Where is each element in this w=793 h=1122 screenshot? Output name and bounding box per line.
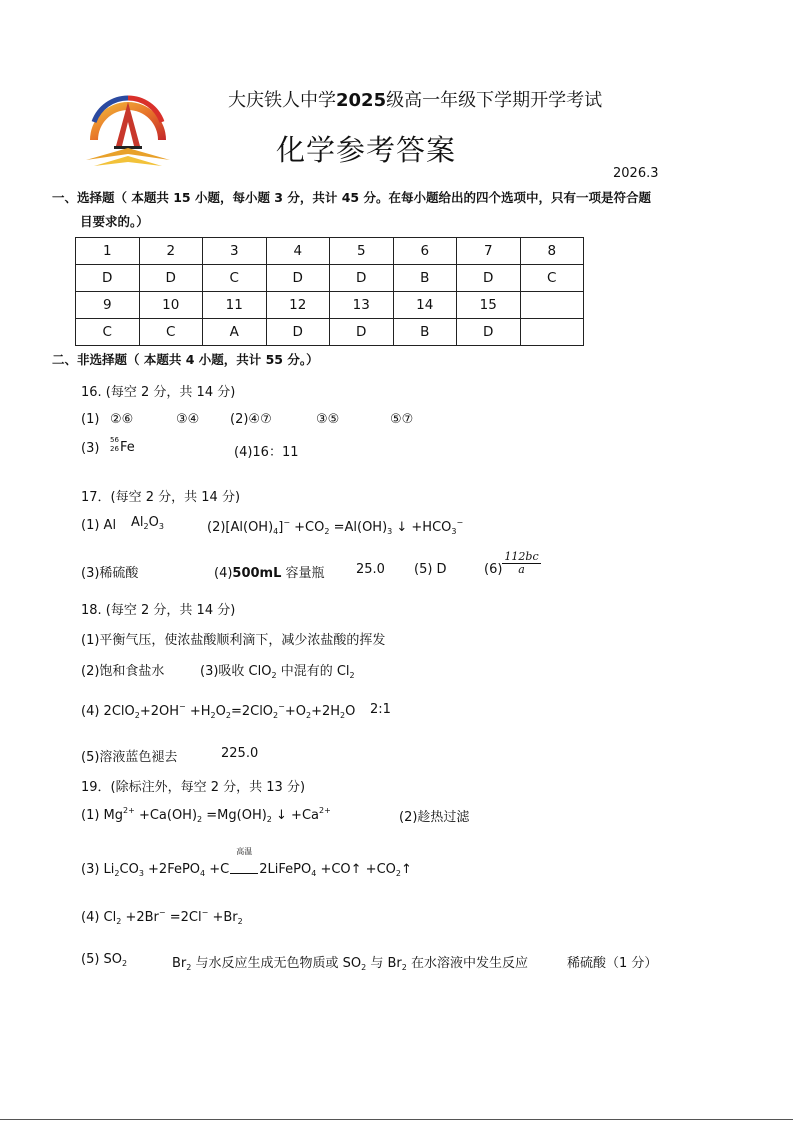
q19-answer-4: (4) $Cl_2 +2Br^- =2Cl^- +Br_2$ — [81, 908, 243, 926]
q16-p3-label: (3) — [81, 441, 100, 456]
q19-heading: 19．(除标注外，每空 2 分，共 13 分) — [81, 780, 306, 795]
q16-answer-6: (4)16：11 — [234, 445, 299, 460]
answer-table-row — [76, 292, 584, 319]
answer-table-cell: D — [139, 265, 203, 292]
school-logo — [80, 92, 176, 172]
answer-table-cell — [520, 319, 584, 346]
page-bottom-rule — [0, 1119, 793, 1120]
answer-table-cell: D — [457, 319, 521, 346]
answer-table-cell: C — [203, 265, 267, 292]
q17-answer-7: (5) D — [414, 562, 447, 577]
section1-heading-cont: 目要求的。） — [80, 214, 149, 229]
q19-answer-7: 稀硫酸（1 分） — [567, 956, 658, 971]
q17-heading: 17．(每空 2 分，共 14 分) — [81, 490, 241, 505]
q18-answer-4: (4) $2ClO_2+2OH^- +H_2O_2=2ClO_2^-+O_2+2H_2O$ — [81, 702, 356, 720]
q17-answer-2: $Al_2O_3$ — [131, 515, 164, 531]
answer-table-cell: C — [520, 265, 584, 292]
answer-table-cell: D — [330, 319, 394, 346]
q18-answer-7: 225.0 — [221, 746, 259, 761]
answer-table-cell: 7 — [457, 238, 521, 265]
q17-answer-4: (3)稀硫酸 — [81, 566, 139, 581]
answer-table-cell: D — [76, 265, 140, 292]
q17-answer-3: $(2)[Al(OH)_4]^- +CO_2 =Al(OH)_3$ ↓ $+HCO_3^-$ — [207, 518, 464, 536]
q18-answer-6: (5)溶液蓝色褪去 — [81, 750, 178, 765]
answer-table-cell: B — [393, 319, 457, 346]
q18-answer-3: (3)吸收 ClO$_2$ 中混有的 $Cl_2$ — [200, 664, 355, 680]
answer-table-row — [76, 238, 584, 265]
answer-table-row — [76, 265, 584, 292]
q18-answer-5: 2:1 — [370, 702, 391, 717]
q16-answer-2: ③④ — [176, 412, 200, 427]
answer-table-cell: 9 — [76, 292, 140, 319]
q19-answer-3: (3) $Li_2CO_3$ +2FePO$_4$ +C 高温 2LiFePO$_4$ +CO↑ $+CO_2↑$ — [81, 847, 412, 878]
q18-answer-1: (1)平衡气压，使浓盐酸顺利滴下，减少浓盐酸的挥发 — [81, 633, 386, 648]
q16-heading: 16. (每空 2 分，共 14 分) — [81, 385, 236, 400]
answer-table-cell: 3 — [203, 238, 267, 265]
answer-table-cell: B — [393, 265, 457, 292]
section1-heading: 一、选择题（ 本题共 15 小题，每小题 3 分，共计 45 分。在每小题给出的四个选项中，只有一项是符合题 — [52, 190, 651, 205]
q16-isotope: 56 26 Fe — [110, 436, 135, 455]
answer-table-cell: 10 — [139, 292, 203, 319]
doc-title: 化学参考答案 — [276, 133, 457, 167]
q16-answer-5: ⑤⑦ — [390, 412, 414, 427]
q19-reaction-condition: 高温 — [236, 847, 253, 856]
answer-table-cell: C — [76, 319, 140, 346]
answer-table-cell: 6 — [393, 238, 457, 265]
answer-table-cell: C — [139, 319, 203, 346]
answer-table-cell: D — [457, 265, 521, 292]
answer-table-cell: 11 — [203, 292, 267, 319]
answer-table-cell: 14 — [393, 292, 457, 319]
answer-table-cell: A — [203, 319, 267, 346]
q17-answer-8: (6) $\frac{112bc}{a}$ — [484, 550, 539, 577]
answer-table-cell: D — [266, 319, 330, 346]
q16-answer-3: (2)④⑦ — [230, 412, 272, 427]
q16-answer-1: ②⑥ — [110, 412, 134, 427]
q17-answer-6: 25.0 — [356, 562, 385, 577]
answer-table-cell: 13 — [330, 292, 394, 319]
q16-answer-4: ③⑤ — [316, 412, 340, 427]
q17-answer-5: (4)500mL 容量瓶 — [214, 566, 325, 581]
q19-answer-6: $Br_2$ 与水反应生成无色物质或 $SO_2$ 与 $Br_2$ 在水溶液中发生反应 — [172, 956, 528, 972]
answer-table-cell: 1 — [76, 238, 140, 265]
q17-answer-1: (1) Al — [81, 518, 117, 533]
answer-table-cell: 2 — [139, 238, 203, 265]
doc-date: 2026.3 — [613, 166, 659, 181]
q18-answer-2: (2)饱和食盐水 — [81, 664, 165, 679]
q18-heading: 18. (每空 2 分，共 14 分) — [81, 603, 236, 618]
q19-answer-2: (2)趁热过滤 — [399, 810, 470, 825]
school-title: 大庆铁人中学2025级高一年级下学期开学考试 — [228, 90, 603, 111]
answer-table-cell: 5 — [330, 238, 394, 265]
q19-answer-5: (5) $SO_2$ — [81, 952, 128, 968]
answer-table-cell — [520, 292, 584, 319]
answer-table-cell: 15 — [457, 292, 521, 319]
answer-table-row — [76, 319, 584, 346]
answer-table-cell: 8 — [520, 238, 584, 265]
q19-answer-1: (1) $Mg^{2+} +Ca(OH)_2 =Mg(OH)_2$ ↓ $+Ca^{2+}$ — [81, 806, 331, 824]
answer-table — [75, 237, 584, 346]
answer-table-cell: 4 — [266, 238, 330, 265]
section2-heading: 二、非选择题（ 本题共 4 小题，共计 55 分。） — [52, 352, 319, 367]
answer-table-cell: D — [330, 265, 394, 292]
answer-table-cell: 12 — [266, 292, 330, 319]
answer-table-cell: D — [266, 265, 330, 292]
q16-p1-label: (1) — [81, 412, 100, 427]
